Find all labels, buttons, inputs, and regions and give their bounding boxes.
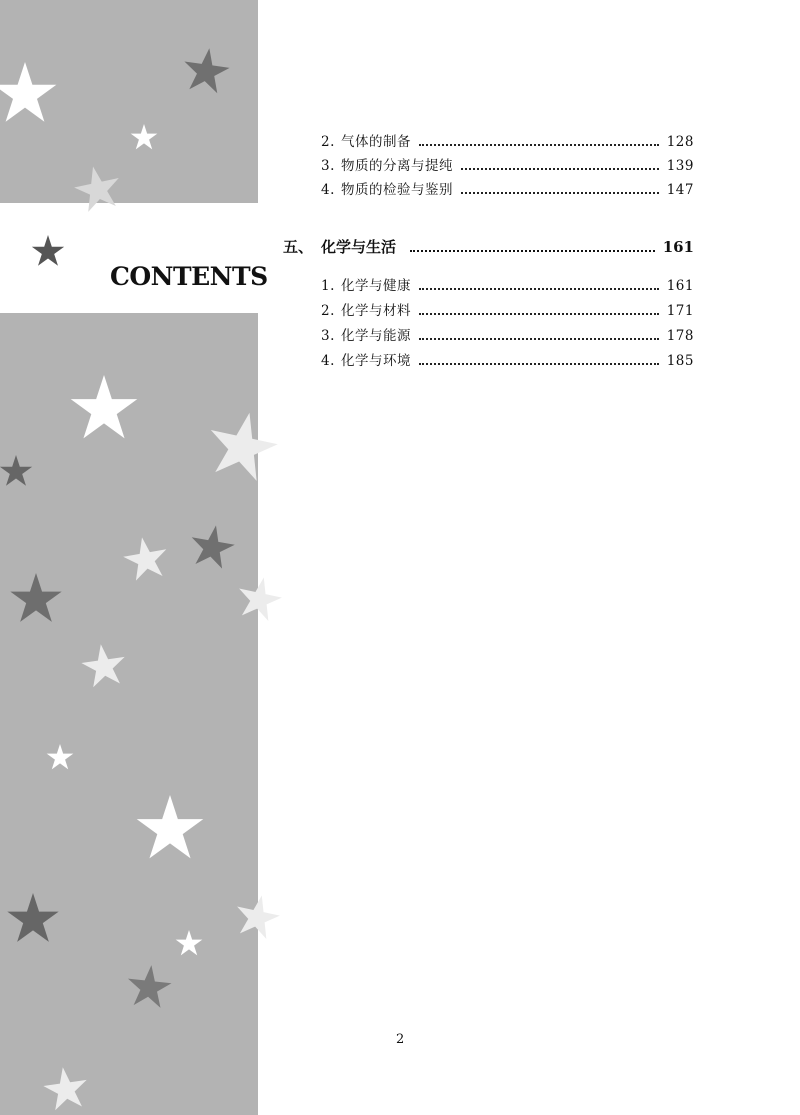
contents-heading: CONTENTS — [110, 262, 268, 291]
dot-leader — [419, 312, 659, 315]
toc-entry-number: 2. — [321, 303, 335, 319]
toc-entry — [321, 299, 694, 319]
dot-leader — [419, 337, 659, 340]
toc-entry-number: 3. — [321, 158, 335, 174]
toc-section-number: 五、 — [283, 238, 314, 256]
toc-entry-number: 4. — [321, 353, 335, 369]
toc-entry-title: 化学与环境 — [341, 353, 411, 369]
toc-entry-title: 气体的制备 — [341, 134, 411, 150]
toc-entry — [321, 130, 694, 150]
dot-leader — [419, 287, 659, 290]
page-number: 2 — [396, 1032, 405, 1047]
toc-section — [283, 236, 694, 257]
toc-entry-title: 化学与健康 — [341, 278, 411, 294]
toc-section-title: 化学与生活 — [321, 238, 397, 256]
toc-entry — [321, 349, 694, 369]
toc-entry — [321, 274, 694, 294]
toc-entry-page: 147 — [666, 182, 694, 198]
toc-entry-number: 2. — [321, 134, 335, 150]
toc-entry — [321, 154, 694, 174]
star-icon — [32, 235, 64, 266]
toc-entry-page: 161 — [666, 278, 694, 294]
toc-entry-page: 128 — [666, 134, 694, 150]
toc-entry-title: 物质的检验与鉴别 — [341, 182, 453, 198]
toc-entry-number: 3. — [321, 328, 335, 344]
toc-entry — [321, 178, 694, 198]
toc-entry-page: 185 — [666, 353, 694, 369]
decorative-gray-band-top — [0, 0, 258, 203]
dot-leader — [461, 191, 659, 194]
toc-entry-title: 化学与材料 — [341, 303, 411, 319]
toc-entry-page: 178 — [666, 328, 694, 344]
dot-leader — [419, 362, 659, 365]
toc-entry-page: 171 — [666, 303, 694, 319]
toc-section-page: 161 — [662, 238, 694, 256]
toc-entry-title: 物质的分离与提纯 — [341, 158, 453, 174]
decorative-gray-band-bottom — [0, 313, 258, 1115]
toc-entry-page: 139 — [666, 158, 694, 174]
toc-entry-number: 4. — [321, 182, 335, 198]
dot-leader — [410, 249, 655, 252]
toc-entry — [321, 324, 694, 344]
toc-entry-number: 1. — [321, 278, 335, 294]
toc-entry-title: 化学与能源 — [341, 328, 411, 344]
dot-leader — [461, 167, 659, 170]
dot-leader — [419, 143, 659, 146]
